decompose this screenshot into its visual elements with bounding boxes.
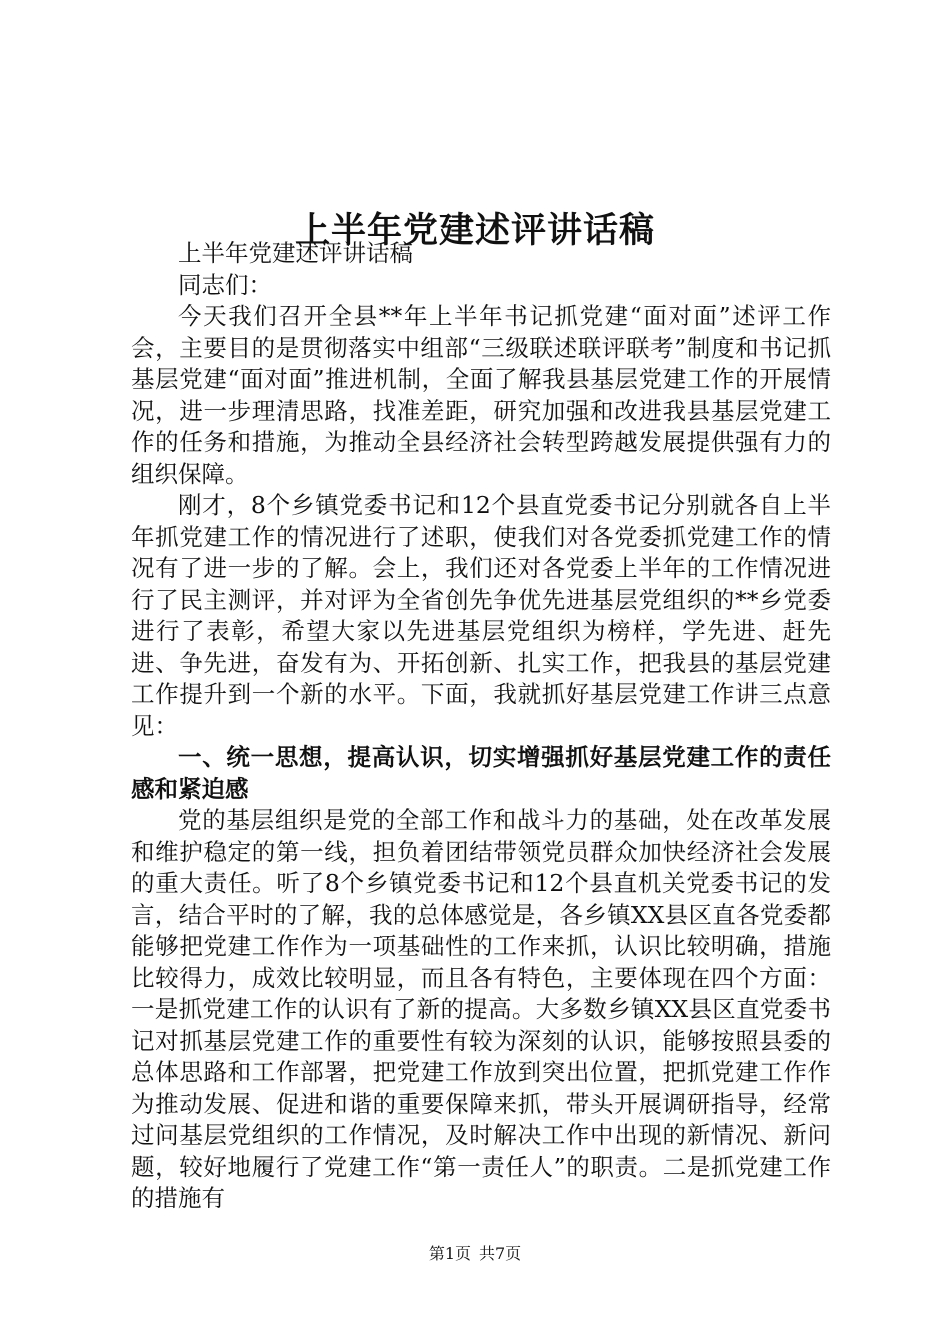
page-number: 第1页 — [428, 1244, 471, 1263]
page-footer — [0, 1242, 950, 1266]
body-paragraph: 上半年党建述评讲话稿 — [178, 239, 413, 267]
body-paragraph: 今天我们召开全县**年上半年书记抓党建“面对面”述评工作会，主要目的是贯彻落实中组部“三级联述联评联考”制度和书记抓基层党建“面对面”推进机制，全面了解我县基层党建工作的开展情况，进一步理清思路，找准差距，研究加强和改进我县基层党建工作的任务和措施，为推动全县经济社会转型跨越发展提供强有力的组织保障。 — [131, 302, 831, 488]
document-title: 上半年党建述评讲话稿 — [294, 210, 655, 252]
page-total: 共7页 — [479, 1244, 522, 1263]
body-paragraph: 同志们： — [178, 270, 272, 299]
body-paragraph: 党的基层组织是党的全部工作和战斗力的基础，处在改革发展和维护稳定的第一线，担负着团结带领党员群众加快经济社会发展的重大责任。听了8个乡镇党委书记和12个县直机关党委书记的发言，结合平时的了解，我的总体感觉是，各乡镇XX县区直各党委都能够把党建工作作为一项基础性的工作来抓，认识比较明确，措施比较得力，成效比较明显，而且各有特色，主要体现在四个方面：一是抓党建工作的认识有了新的提高。大多数乡镇XX县区直党委书记对抓基层党建工作的重要性有较为深刻的认识，能够按照县委的总体思路和工作部署，把党建工作放到突出位置，把抓党建工作作为推动发展、促进和谐的重要保障来抓，带头开展调研指导，经常过问基层党组织的工作情况，及时解决工作中出现的新情况、新问题，较好地履行了党建工作“第一责任人”的职责。二是抓党建工作的措施有 — [131, 806, 831, 1212]
document-body — [131, 238, 831, 1215]
body-paragraph: 刚才，8个乡镇党委书记和12个县直党委书记分别就各自上半年抓党建工作的情况进行了述职，使我们对各党委抓党建工作的情况有了进一步的了解。会上，我们还对各党委上半年的工作情况进行了民主测评，并对评为全省创先争优先进基层党组织的**乡党委进行了表彰，希望大家以先进基层党组织为榜样，学先进、赶先进、争先进，奋发有为、开拓创新、扎实工作，把我县的基层党建工作提升到一个新的水平。下面，我就抓好基层党建工作讲三点意见： — [131, 491, 831, 740]
section-heading: 一、统一思想，提高认识，切实增强抓好基层党建工作的责任感和紧迫感 — [131, 743, 831, 803]
